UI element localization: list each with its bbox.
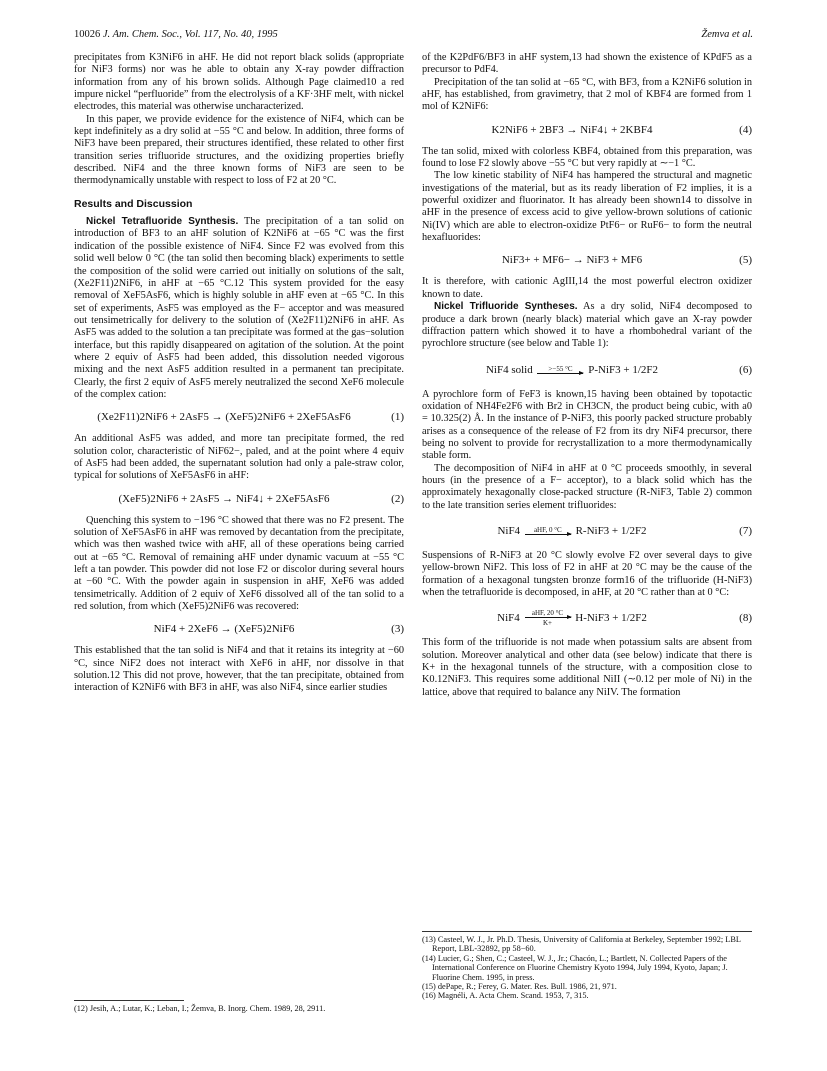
equation-number: (3) — [391, 623, 404, 636]
running-header — [74, 27, 753, 43]
header-left — [74, 27, 278, 43]
arrow-condition: aHF, 0 °C — [533, 526, 562, 535]
paragraph — [422, 301, 752, 350]
equation-number: (5) — [739, 254, 752, 267]
page-number: 10026 — [74, 29, 101, 40]
equation-body: K2NiF6 + 2BF3 → NiF4↓ + 2KBF4 — [491, 123, 653, 136]
paragraph: In this paper, we provide evidence for the existence of NiF4, which can be kept indefinitely as a dry solid at −55 °C and below. In addition, three forms of NiF3 have been prepared, their structures identified, these related to other first transition series trifluoride structures, and the oxidizing properties briefly described. NiF4 and the three known forms of NiF3 are seen to be thermodynamically unstable with respect to loss of F2 at 20 °C. — [74, 113, 404, 187]
equation-4 — [422, 120, 752, 140]
paragraph: of the K2PdF6/BF3 in aHF system,13 had shown the existence of KPdF5 as a precursor to PdF4. — [422, 52, 752, 76]
paragraph-text: As a dry solid, NiF4 decomposed to produce a dark brown (nearly black) material which gave an X-ray powder diffraction pattern which showed it to have a rhombohedral variant of the pyrochlore structure (see below and Table 1): — [422, 301, 752, 350]
footnote-rule — [74, 1000, 184, 1001]
arrow-line — [537, 373, 583, 374]
footnote: (16) Magnéli, A. Acta Chem. Scand. 1953, 7, 315. — [422, 991, 589, 1001]
equation-body — [422, 605, 722, 631]
equation-2 — [74, 489, 404, 509]
equation-body — [422, 518, 722, 544]
right-footnotes — [422, 927, 752, 1001]
reaction-arrow — [537, 366, 583, 374]
footnote-block — [422, 931, 752, 1001]
section-heading: Results and Discussion — [74, 197, 193, 210]
paragraph: An additional AsF5 was added, and more tan precipitate formed, the red solution color, characteristic of NiF62−, paled, and at the point where 4 equiv of AsF5 had been added, the supernatant solution had only a pale-straw color, typical for solutions of XeF5AsF6 in aHF: — [74, 433, 404, 482]
paragraph: This established that the tan solid is NiF4 and that it retains its integrity at −60 °C, since NiF2 does not interact with XeF6 in aHF, nor dissolve in that solution.12 This did not prove, however, that the tan precipitate, obtained from interaction of K2NiF6 with BF3 in aHF, was also NiF4, since earlier studies — [74, 645, 404, 694]
paragraph: A pyrochlore form of FeF3 is known,15 having been obtained by topotactic oxidation of NH4Fe2F6 with Br2 in CH3CN, the product being cubic, with a0 = 10.325(2) Å. In the instance of P-NiF3, this poorly packed structure probably arises as a consequence of the release of F2 from its dry NiF4 precursor, there being no solvent to provide for recrystallization to a more thermodynamically stable form. — [422, 388, 752, 462]
equation-body: (Xe2F11)2NiF6 + 2AsF5 → (XeF5)2NiF6 + 2XeF5AsF6 — [97, 411, 351, 424]
product: R-NiF3 + 1/2F2 — [575, 524, 647, 537]
reactant: NiF4 — [497, 612, 520, 625]
left-column — [74, 52, 404, 695]
product: H-NiF3 + 1/2F2 — [575, 612, 647, 625]
right-column — [422, 52, 752, 699]
equation-number: (2) — [391, 492, 404, 505]
equation-6 — [422, 357, 752, 383]
runin-heading: Nickel Trifluoride Syntheses. — [434, 301, 578, 313]
paragraph: Quenching this system to −196 °C showed that there was no F2 present. The solution of XeF5AsF6 in aHF was removed by decantation from the precipitate, which was then washed twice with aHF, all of these operations being carried out at −65 °C. Removal of remaining aHF under dynamic vacuum at −55 °C left a tan powder. This powder did not lose F2 or discolor during several hours at −60 °C. With the powder again in suspension in aHF, XeF6 was added tensimetrically. Addition of 2 equiv of XeF6 dissolved all of the tan solid to a red solution, from which (XeF5)2NiF6 was recovered: — [74, 514, 404, 613]
paragraph: Suspensions of R-NiF3 at 20 °C slowly evolve F2 over several days to give yellow-brown NiF2. This loss of F2 in aHF at 20 °C may be the cause of the formation of a hexagonal tungsten bronze form16 of the trifluoride (H-NiF3) when the tetrafluoride is decomposed, in aHF, at 20 °C rather than at 0 °C: — [422, 549, 752, 598]
arrow-condition: >−55 °C — [548, 365, 573, 373]
equation-body: NiF4 + 2XeF6 → (XeF5)2NiF6 — [153, 623, 295, 636]
runin-heading: Nickel Tetrafluoride Synthesis. — [86, 216, 239, 228]
arrow-condition-bottom: K+ — [542, 619, 552, 628]
equation-8 — [422, 605, 752, 631]
paragraph: It is therefore, with cationic AgIII,14 the most powerful electron oxidizer known to date. — [422, 276, 752, 300]
paragraph: The decomposition of NiF4 in aHF at 0 °C proceeds smoothly, in several hours (in the presence of a F− acceptor), to a black solid which has the approximately hexagonally close-packed structure (R-NiF3, Table 2) common to the late transition series element trifluorides: — [422, 462, 752, 511]
equation-7 — [422, 518, 752, 544]
product: P-NiF3 + 1/2F2 — [588, 363, 659, 376]
equation-body — [422, 357, 722, 383]
equation-body: (XeF5)2NiF6 + 2AsF5 → NiF4↓ + 2XeF5AsF6 — [118, 492, 330, 505]
reactant: NiF4 solid — [485, 363, 533, 376]
footnote: (14) Lucier, G.; Shen, C.; Casteel, W. J., Jr.; Chacón, L.; Bartlett, N. Collected Papers of the International Conference on Fluorine Chemistry Kyoto 1994, July 1994, Kyoto, Japan; J. Fluorine Chem. 1995, in press. — [422, 953, 728, 982]
footnote: (13) Casteel, W. J., Jr. Ph.D. Thesis, University of California at Berkeley, September 1992; LBL Report, LBL-32892, pp 58−60. — [422, 935, 741, 954]
arrow-condition: aHF, 20 °C — [531, 609, 564, 618]
equation-3 — [74, 619, 404, 639]
paragraph: The tan solid, mixed with colorless KBF4, obtained from this preparation, was found to lose F2 slowly above −55 °C but very rapidly at ∼−1 °C. — [422, 145, 752, 170]
equation-5 — [422, 250, 752, 270]
paragraph — [74, 216, 404, 401]
paragraph: Precipitation of the tan solid at −65 °C, with BF3, from a K2NiF6 solution in aHF, has established, from gravimetry, that 2 mol of KBF4 are formed from 1 mol of K2NiF6: — [422, 76, 752, 113]
equation-number: (8) — [739, 612, 752, 625]
left-footnotes — [74, 1000, 404, 1013]
reaction-arrow — [525, 610, 571, 627]
reactant: NiF4 — [497, 524, 521, 537]
equation-body: NiF3+ + MF6− → NiF3 + MF6 — [501, 254, 643, 267]
arrow-line — [525, 617, 571, 618]
paragraph: The low kinetic stability of NiF4 has hampered the structural and magnetic investigations of the material, but as its ready liberation of F2 implies, it is a powerful oxidizer and fluorinator. It has already been shown14 to dissolve in aHF in the presence of excess acid to give yellow-brown solutions of cationic Ni(IV) which are able to electron-oxidize PtF6− or RuF6− to form the neutral hexafluorides: — [422, 170, 752, 244]
paragraph: This form of the trifluoride is not made when potassium salts are absent from solution. Moreover analytical and other data (see below) indicate that there is K+ in the hexagonal tunnels of the structure, with a composition close to K0.12NiF3. This requires some additional NiII (∼0.12 per mole of Ni) in the lattice, above that required to balance any NiIV. The formation — [422, 637, 752, 698]
equation-1 — [74, 407, 404, 427]
paragraph-text: The precipitation of a tan solid on introduction of BF3 to an aHF solution of K2NiF6 at −65 °C was the first indication of the possible existence of NiF4. Since F2 was evolved from this solid well below 0 °C (the tan solid then becoming black) experiments to settle the composition of the solid were carried out initially on solutions of the salt, (Xe2F11)2NiF6, in aHF at −65 °C.12 This system provided for the easy removal of XeF5AsF6, which is highly soluble in aHF even at −65 °C. In this set of experiments, AsF5 was employed as the F− acceptor and was measured out tensimetrically for delivery to the solution of (Xe2F11)2NiF6 in aHF. As AsF5 was added to the solution a tan precipitate was formed at the gas−solution interface, but this rapidly disappeared on agitation of the solution. At the point where 2 equiv of AsF5 had been added, this dissolution needed vigorous mixing and the next AsF5 addition resulted in a permanent tan precipitate. Clearly, the first 2 equiv of AsF5 merely neutralized the second XeF6 molecule of the complex cation: — [74, 216, 404, 400]
equation-number: (6) — [739, 363, 752, 376]
header-authors: Žemva et al. — [701, 29, 753, 40]
footnote: (15) dePape, R.; Ferey, G. Mater. Res. Bull. 1986, 21, 971. — [422, 982, 617, 992]
footnote: (12) Jesih, A.; Lutar, K.; Leban, I.; Žemva, B. Inorg. Chem. 1989, 28, 2911. — [74, 1004, 326, 1013]
equation-number: (7) — [739, 524, 752, 537]
journal-citation: J. Am. Chem. Soc., Vol. 117, No. 40, 1995 — [102, 29, 278, 40]
equation-number: (4) — [739, 123, 752, 136]
paragraph: precipitates from K3NiF6 in aHF. He did not report black solids (appropriate for NiF3 forms) nor was he able to obtain any X-ray powder diffraction information from any of his brown solids. Although Page claimed10 a red impure nickel “perfluoride” from the electrolysis of a KF·3HF melt, with nickel electrodes, this material was otherwise uncharacterized. — [74, 52, 404, 113]
arrow-line — [525, 534, 571, 535]
reaction-arrow — [525, 527, 571, 535]
equation-number: (1) — [391, 411, 404, 424]
